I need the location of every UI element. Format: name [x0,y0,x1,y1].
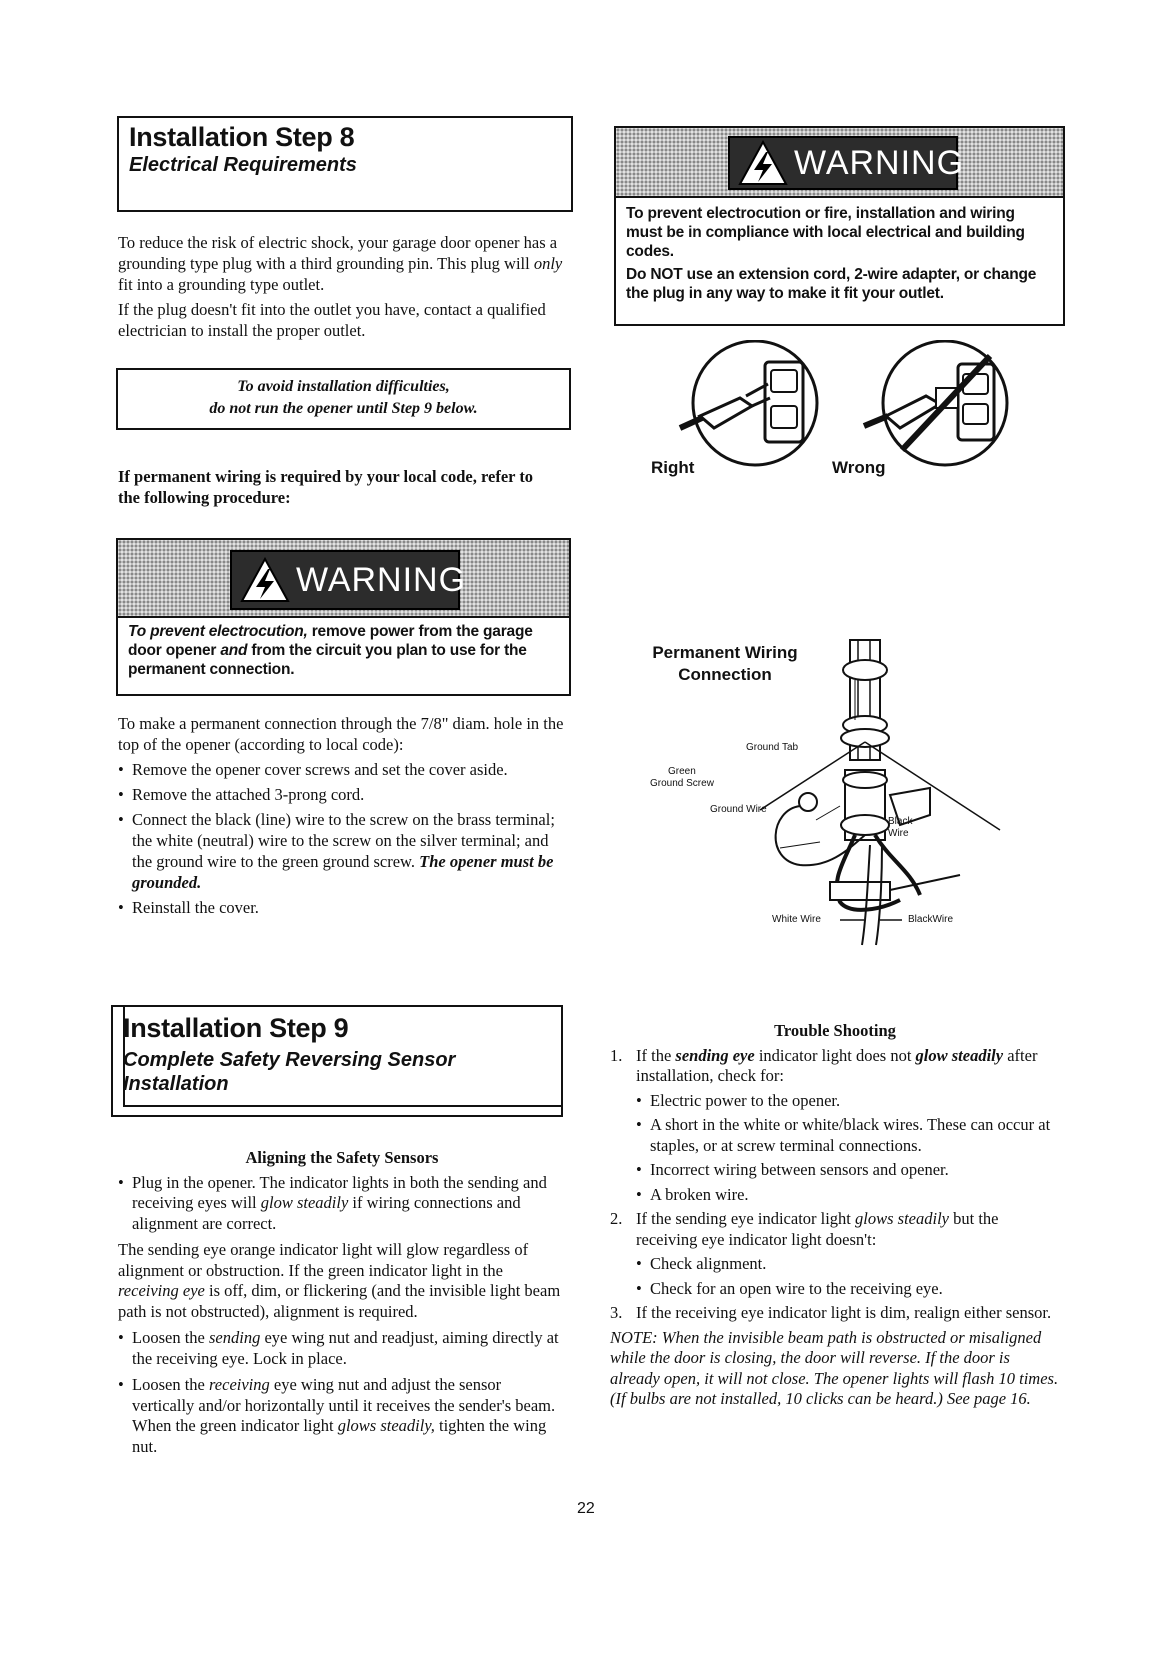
step9-subtitle: Complete Safety Reversing Sensor Installation [123,1049,456,1095]
list-item: 3. If the receiving eye indicator light is dim, realign either sensor. [610,1303,1052,1322]
black-wire-label: Black Wire [888,816,913,839]
step8-title: Installation Step 8 [129,122,355,152]
wrong-label: Wrong [832,458,886,477]
black-wire-bottom-label: BlackWire [908,914,954,925]
procedure-intro: To make a permanent connection through the 7/8" diam. hole in the top of the opener (according to local code): [118,714,564,754]
list-item: • Loosen the sending eye wing nut and readjust, aiming directly at the receiving eye. Lock in place. [118,1328,559,1368]
list-item: • Check for an open wire to the receiving eye. [636,1278,943,1298]
step9-title: Installation Step 9 [123,1013,349,1043]
high-voltage-warning-icon [738,140,788,186]
list-item: • A short in the white or white/black wires. These can occur at staples, or at screw terminal connections. [636,1115,1051,1155]
avoid-difficulties-box [116,368,571,430]
list-item: • Connect the black (line) wire to the screw on the brass terminal; the white (neutral) wire to the screw on the silver terminal; and the ground wire to the green ground screw. The opener must be grounded. [118,810,555,892]
wiring-title-line2: Connection [678,665,772,684]
warning-codes-text: To prevent electrocution or fire, installation and wiring must be in compliance with local electrical and building codes. [626,205,1025,260]
warning-label [728,136,965,190]
page-number: 22 [577,1500,595,1517]
aligning-sensors-section [118,1148,566,1457]
list-item: • Reinstall the cover. [118,898,259,917]
ground-wire-label: Ground Wire [710,804,767,815]
list-item: • Loosen the receiving eye wing nut and adjust the sensor vertically and/or horizontally until it receives the sender's beam. When the green indicator light glows steadily, tighten the wing nut. [118,1375,556,1456]
plug-figure [640,340,1060,490]
white-wire-label: White Wire [772,914,821,925]
qualified-electrician-paragraph: If the plug doesn't fit into the outlet you have, contact a qualified electrician to install the proper outlet. [118,300,546,340]
trouble-shooting-section [610,1021,1060,1414]
aligning-heading: Aligning the Safety Sensors [245,1148,439,1167]
grounding-plug-paragraph: To reduce the risk of electric shock, your garage door opener has a grounding type plug with a third grounding pin. This plug will only fit into a grounding type outlet. [118,233,563,294]
ground-tab-label: Ground Tab [746,742,799,753]
green-ground-screw-label: Green Ground Screw [650,766,714,789]
list-item: • Plug in the opener. The indicator lights in both the sending and receiving eyes will glow steadily if wiring connections and alignment are correct. [118,1172,547,1233]
warning-band [118,540,569,616]
warning-box-electrocution [614,126,1065,326]
warning-extension-text: Do NOT use an extension cord, 2-wire adapter, or change the plug in any way to make it fit your outlet. [626,266,1037,302]
list-item: 2. If the sending eye indicator light glows steadily but the receiving eye indicator light doesn't: [610,1209,999,1249]
list-item: • Incorrect wiring between sensors and opener. [636,1160,949,1179]
list-item: • Electric power to the opener. [636,1090,841,1110]
wiring-title [640,642,810,686]
warning-band [616,128,1063,196]
step8-header [117,116,571,210]
right-plug-icon [680,341,817,465]
wrong-plug-icon [864,341,1007,465]
list-item: • Check alignment. [636,1254,767,1273]
step8-subtitle: Electrical Requirements [129,154,357,176]
warning-label-text: WARNING [296,560,467,599]
trouble-note: NOTE: When the invisible beam path is obstructed or misaligned while the door is closing, the door will reverse. If the door is already open, it will not close. The opener lights will flash 10 times. (If bulbs are not installed, 10 clicks can be heard.) See page 16. [610,1327,1059,1408]
right-label: Right [651,458,695,477]
list-item: 1. If the sending eye indicator light does not glow steadily after installation, check for: [610,1045,1038,1085]
procedure-list [118,713,570,918]
permanent-wiring-intro: If permanent wiring is required by your local code, refer to the following procedure: [118,467,534,507]
warning-box-power [116,538,571,696]
list-item: • Remove the attached 3-prong cord. [118,785,365,804]
warning-electrocution-text [616,196,1063,313]
high-voltage-warning-icon [240,557,290,603]
wiring-title-line1: Permanent Wiring [652,643,798,662]
alignment-paragraph: The sending eye orange indicator light will glow regardless of alignment or obstruction. If the green indicator light in the receiving eye is off, dim, or flickering (and the invisible light beam path is not obstructed), alignment is required. [118,1240,561,1321]
trouble-heading: Trouble Shooting [774,1021,896,1040]
warning-label [230,550,467,610]
step9-header [111,1005,563,1117]
list-item: • A broken wire. [636,1184,749,1204]
warning-power-text: To prevent electrocution, remove power from the garage door opener and from the circuit you plan to use for the permanent connection. [118,616,569,689]
wiring-figure [630,620,1050,950]
warning-label-text: WARNING [794,143,965,182]
step8-intro [118,232,568,345]
list-item: • Remove the opener cover screws and set the cover aside. [118,760,508,779]
avoid-line-2: do not run the opener until Step 9 below. [209,400,478,417]
avoid-line-1: To avoid installation difficulties, [237,378,450,395]
